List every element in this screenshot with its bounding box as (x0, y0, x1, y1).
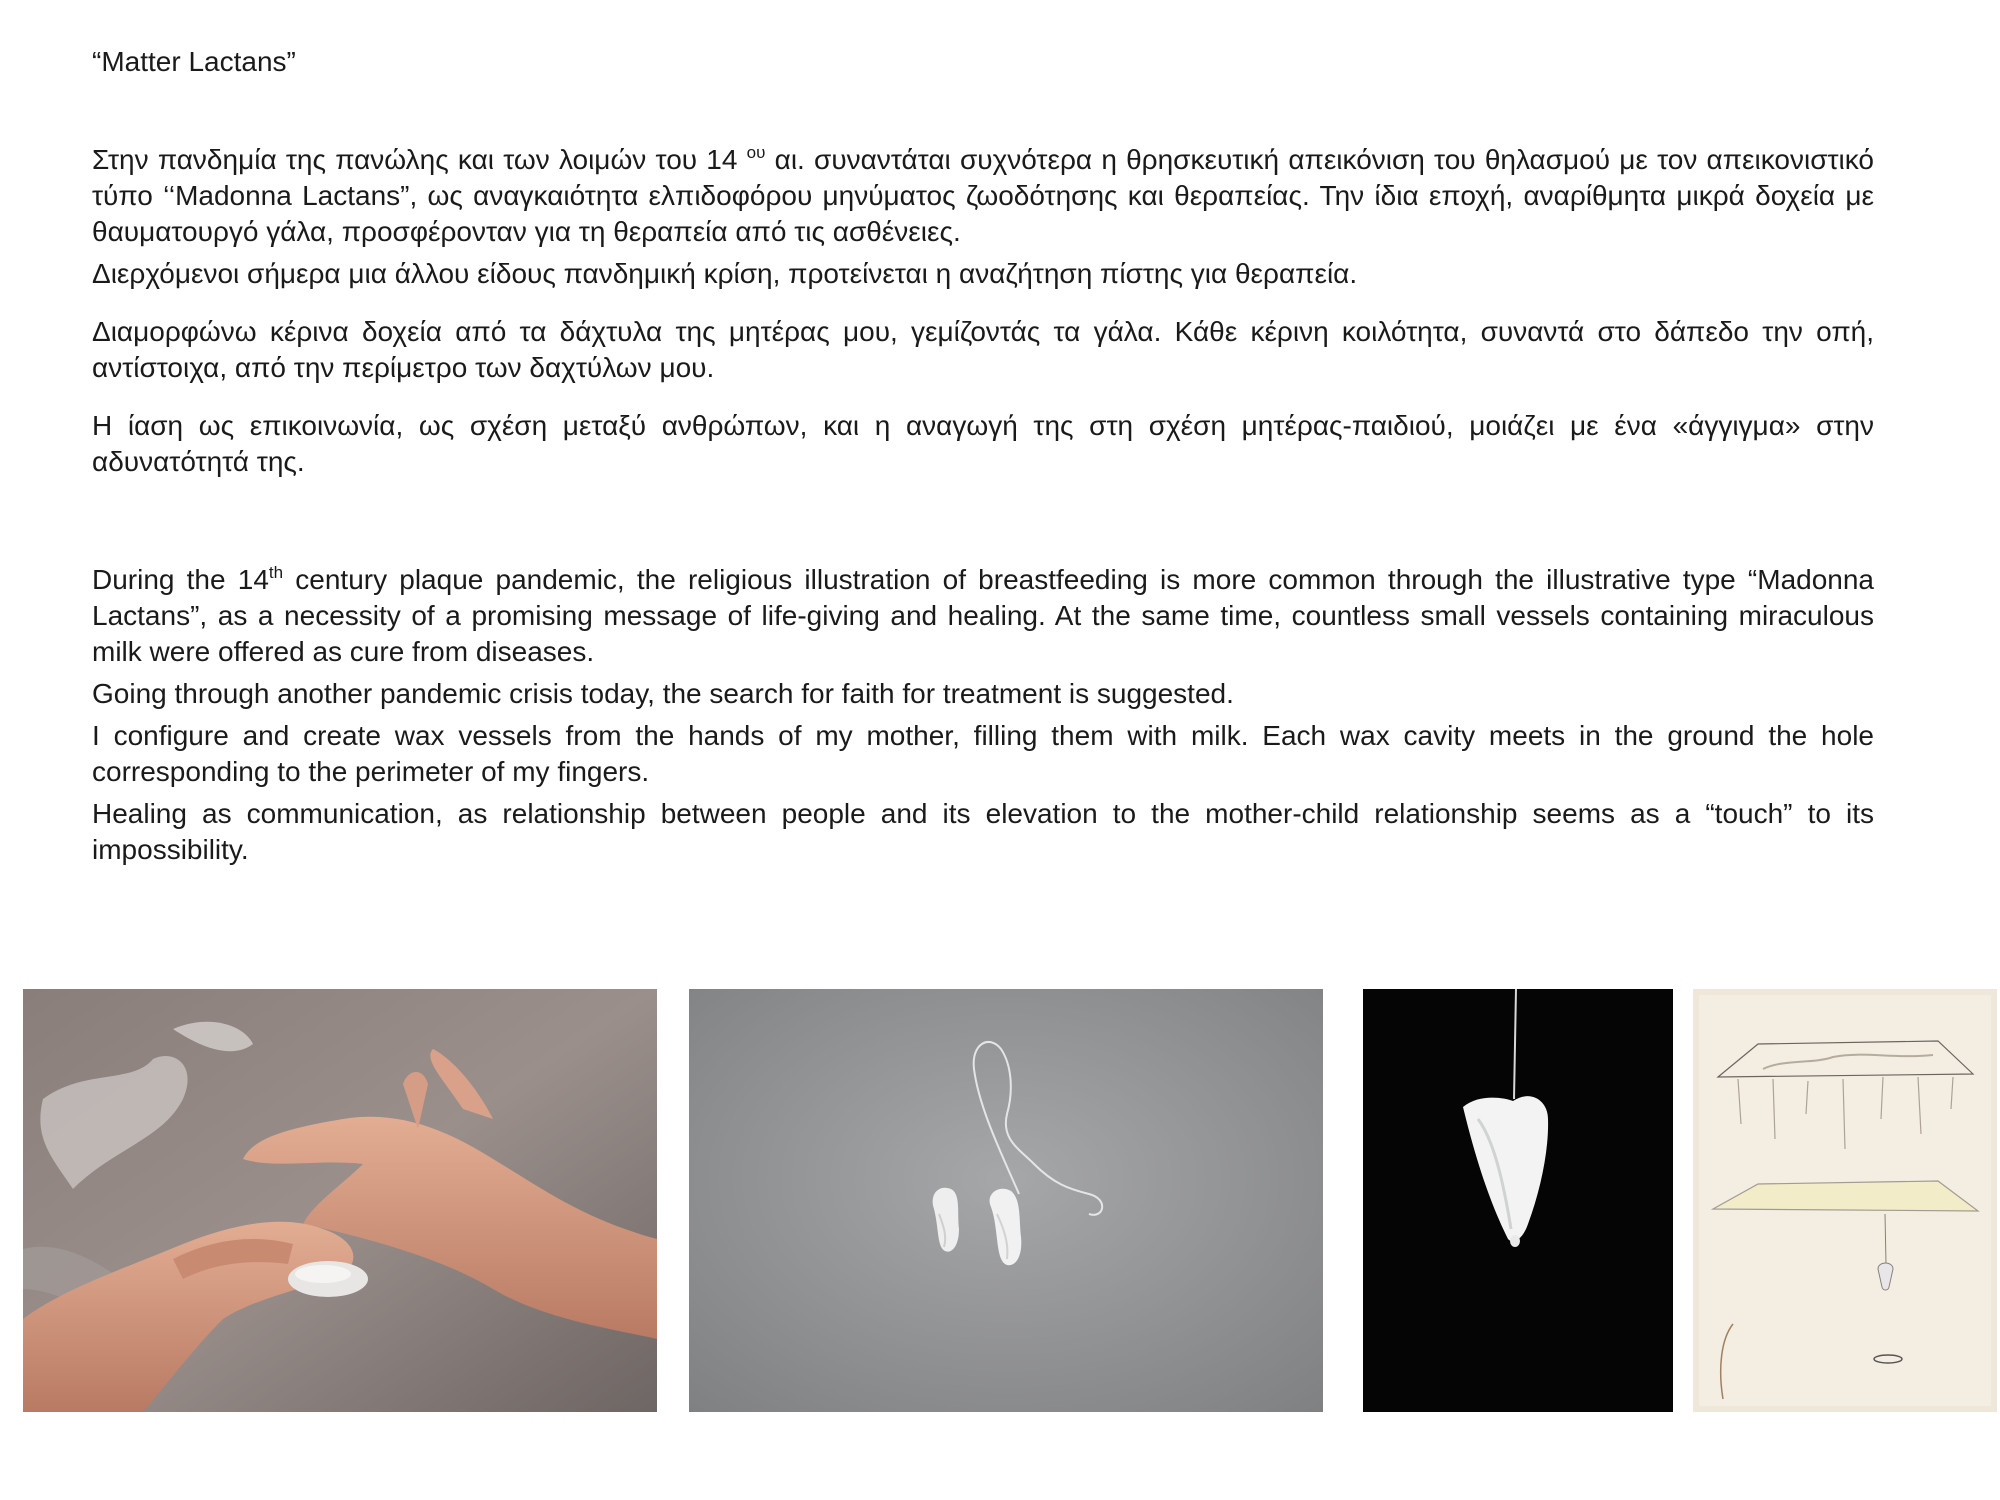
english-p1-end: century plaque pandemic, the religious illustration of breastfeeding is more common through the illustrative type “Madonna Lactans”, as a necessity of a promising message of life-giving and healing. At the same time, countless small vessels containing miraculous milk were offered as cure from diseases. (92, 564, 1874, 667)
greek-p1-superscript: ου (746, 143, 766, 162)
english-p1-start: During the 14 (92, 564, 269, 595)
page-title: “Matter Lactans” (92, 46, 296, 77)
greek-p1-end: αι. συναντάται συχνότερα η θρησκευτική απεικόνιση του θηλασμού με τον απεικονιστικό τύπο ‘‘Madonna Lactans”, ως αναγκαιότητα ελπιδοφόρου μηνύματος ζωοδότησης και θεραπείας. Την ίδια εποχή, αναρίθμητα μικρά δοχεία με θαυματουργό γάλα, προσφέρονταν για τη θεραπεία από τις ασθένειες. (92, 144, 1874, 247)
english-p1-superscript: th (268, 563, 284, 582)
photo-wax-vessels (689, 989, 1323, 1412)
photo-drawing-sketch (1693, 989, 1997, 1412)
english-paragraph-4: Healing as communication, as relationship between people and its elevation to the mother-child relationship seems as a “touch” to its impossibility. (92, 798, 1874, 865)
greek-paragraph-2: Διερχόμενοι σήμερα μια άλλου είδους πανδημική κρίση, προτείνεται η αναζήτηση πίστης για θεραπεία. (92, 258, 1358, 289)
photo-hanging-wax-vessel (1363, 989, 1673, 1412)
english-paragraph-2: Going through another pandemic crisis today, the search for faith for treatment is suggested. (92, 678, 1234, 709)
photo-hands-shaping-wax (23, 989, 657, 1412)
english-text (92, 562, 1874, 868)
english-paragraph-1 (92, 562, 1874, 670)
greek-paragraph-1 (92, 142, 1874, 250)
greek-paragraph-3: Διαμορφώνω κέρινα δοχεία από τα δάχτυλα της μητέρας μου, γεμίζοντάς τα γάλα. Κάθε κέρινη κοιλότητα, συναντά στο δάπεδο την οπή, αντίστοιχα, από την περίμετρο των δαχτύλων μου. (92, 316, 1874, 383)
english-paragraph-3: I configure and create wax vessels from the hands of my mother, filling them with milk. Each wax cavity meets in the ground the hole corresponding to the perimeter of my fingers. (92, 720, 1874, 787)
greek-p1-start: Στην πανδημία της πανώλης και των λοιμών του 14 (92, 144, 747, 175)
greek-paragraph-4: Η ίαση ως επικοινωνία, ως σχέση μεταξύ ανθρώπων, και η αναγωγή της στη σχέση μητέρας-παιδιού, μοιάζει με ένα «άγγιγμα» στην αδυνατότητά της. (92, 410, 1874, 477)
greek-text (92, 142, 1874, 480)
